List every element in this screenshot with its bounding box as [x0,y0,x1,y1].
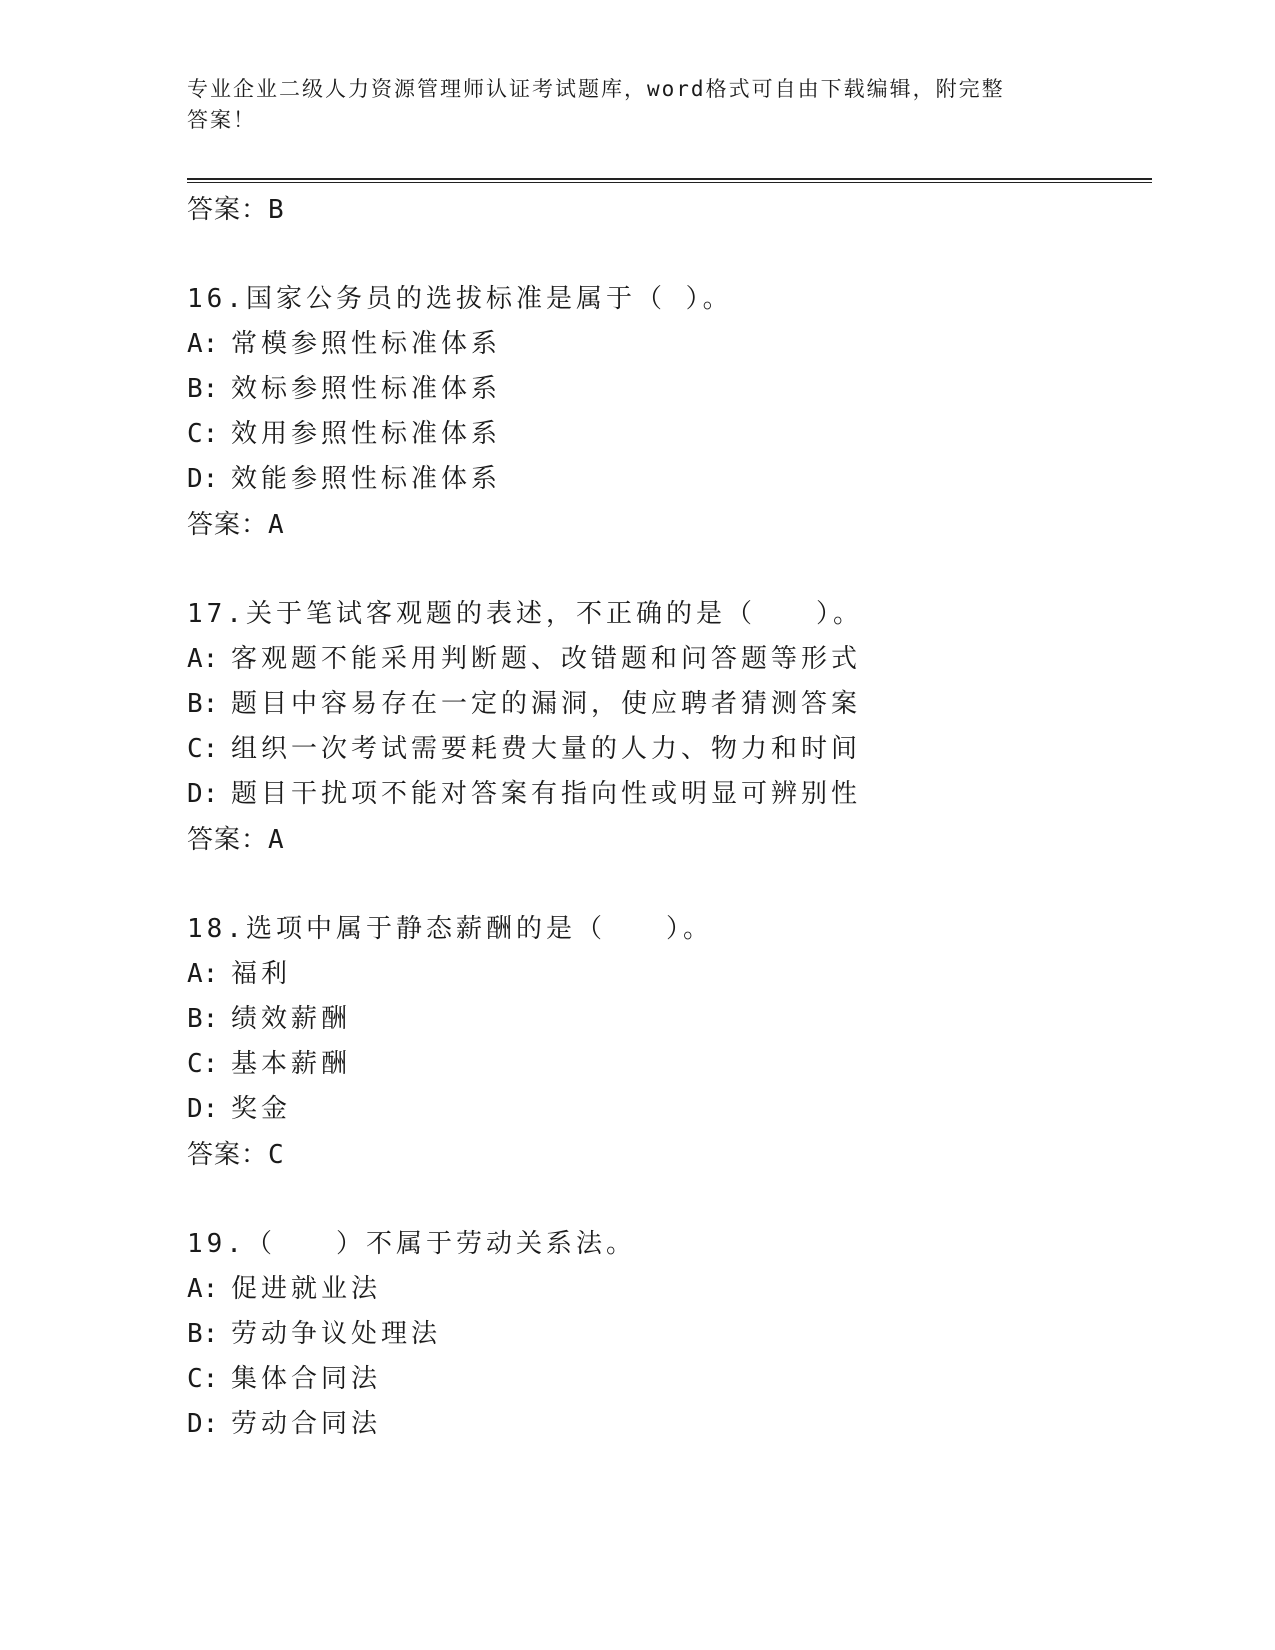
header-line-1: 专业企业二级人力资源管理师认证考试题库，word格式可自由下载编辑，附完整 [187,77,1005,101]
option-letter: B: [187,374,219,404]
option-letter: B: [187,1319,219,1349]
option-letter: B: [187,1004,219,1034]
option-text: 题目中容易存在一定的漏洞，使应聘者猜测答案 [231,689,862,719]
option-c [187,1042,1152,1087]
option-text: 客观题不能采用判断题、改错题和问答题等形式 [231,644,862,674]
option-letter: C: [187,419,219,449]
option-a [187,322,1152,367]
question-16 [187,277,1152,548]
option-text: 效标参照性标准体系 [231,374,502,404]
document-header [187,74,1087,136]
option-a [187,637,1152,682]
answer: 答案：C [187,1140,285,1170]
option-b [187,997,1152,1042]
option-text: 效用参照性标准体系 [231,419,502,449]
option-letter: B: [187,689,219,719]
option-text: 绩效薪酬 [231,1004,352,1034]
option-c [187,1357,1152,1402]
option-c [187,412,1152,457]
option-letter: D: [187,1094,219,1124]
answer: 答案：A [187,510,285,540]
option-letter: D: [187,1409,219,1439]
option-text: 组织一次考试需要耗费大量的人力、物力和时间 [231,734,862,764]
option-text: 效能参照性标准体系 [231,464,502,494]
option-d [187,772,1152,817]
header-divider [187,178,1152,183]
option-letter: D: [187,779,219,809]
option-text: 奖金 [231,1094,292,1124]
option-text: 劳动合同法 [231,1409,382,1439]
question-19 [187,1222,1152,1447]
question-stem: 19.（ ）不属于劳动关系法。 [187,1229,636,1259]
option-text: 题目干扰项不能对答案有指向性或明显可辨别性 [231,779,862,809]
question-18 [187,907,1152,1178]
option-text: 福利 [231,959,292,989]
header-line-2: 答案！ [187,108,256,132]
previous-answer: 答案：B [187,195,285,225]
option-letter: A: [187,1274,219,1304]
option-b [187,367,1152,412]
option-letter: C: [187,1364,219,1394]
option-d [187,1087,1152,1132]
option-text: 劳动争议处理法 [231,1319,442,1349]
option-a [187,952,1152,997]
option-text: 促进就业法 [231,1274,382,1304]
option-letter: D: [187,464,219,494]
option-letter: C: [187,734,219,764]
question-17 [187,592,1152,863]
option-d [187,1402,1152,1447]
option-letter: A: [187,959,219,989]
question-stem: 18.选项中属于静态薪酬的是（ ）。 [187,914,713,944]
option-d [187,457,1152,502]
option-letter: A: [187,644,219,674]
question-stem: 17.关于笔试客观题的表述，不正确的是（ ）。 [187,599,863,629]
option-b [187,1312,1152,1357]
option-c [187,727,1152,772]
question-stem: 16.国家公务员的选拔标准是属于（ ）。 [187,284,733,314]
option-letter: A: [187,329,219,359]
option-letter: C: [187,1049,219,1079]
option-text: 基本薪酬 [231,1049,352,1079]
option-a [187,1267,1152,1312]
answer: 答案：A [187,825,285,855]
option-text: 集体合同法 [231,1364,382,1394]
option-b [187,682,1152,727]
option-text: 常模参照性标准体系 [231,329,502,359]
